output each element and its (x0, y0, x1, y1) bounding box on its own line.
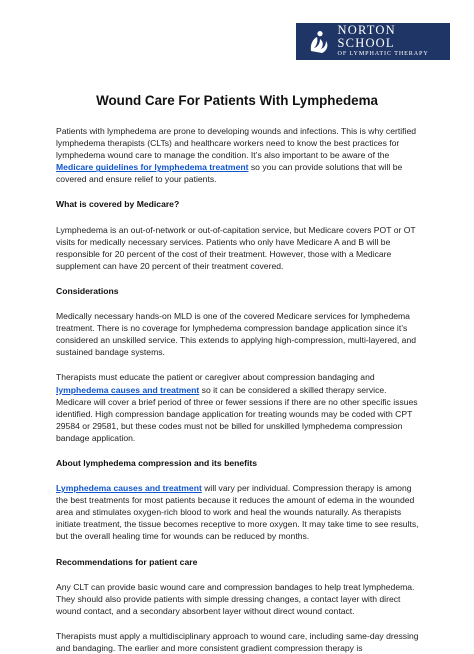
considerations-paragraph-2 (56, 371, 422, 444)
compression-text-after: will vary per individual. Compression therapy is among the best treatments for most patients because it reduces the amount of edema in the wounded area and stimulates oxygen-rich blood to work and heal the wounds naturally. As therapists initiate treatment, the tissue becomes receptive to more oxygen. It may take time to see results, but the overall healing time for wounds can be reduced by months. (56, 483, 419, 542)
recommendations-paragraph-2: Therapists must apply a multidisciplinary approach to wound care, including same-day dressing and bandaging. The earlier and more consistent gradient compression therapy is (56, 630, 419, 653)
lymphedema-causes-link-1[interactable]: lymphedema causes and treatment (56, 384, 200, 395)
intro-text-after: so you can provide solutions that will be covered and ensure relief to your patients. (56, 162, 403, 185)
norton-school-logo-icon (308, 30, 331, 54)
medicare-paragraph: Lymphedema is an out-of-network or out-of-capitation service, but Medicare covers POT or OT visits for medically necessary services. Patients who only have Medicare A and B will be responsible for 20 percent of the cost of their treatment. However, those with a Medicare supplement can have 20 percent of their treatment covered. (56, 224, 416, 271)
intro-text-before: Patients with lymphedema are prone to developing wounds and infections. This is why certified lymphedema therapists (CLTs) and healthcare workers need to know the best practices for lymphedema wound care to manage the condition. It’s also important to be aware of the (56, 126, 417, 161)
logo-name: NORTON SCHOOL (337, 23, 396, 50)
section-heading-recommendations: Recommendations for patient care (56, 556, 198, 567)
medicare-guidelines-link[interactable]: Medicare guidelines for lymphedema treatment (56, 162, 249, 173)
section-heading-considerations: Considerations (56, 285, 119, 296)
logo-subtitle: OF LYMPHATIC THERAPY (337, 51, 429, 57)
recommendations-paragraph-1: Any CLT can provide basic wound care and compression bandages to help treat lymphedema. They should also provide patients with simple dressing changes, a contact layer with direct wound contact, and a secondary absorbent layer without direct wound contact. (56, 581, 415, 616)
lymphedema-causes-link-2[interactable]: Lymphedema causes and treatment (56, 483, 202, 494)
intro-paragraph (56, 125, 422, 185)
page-title: Wound Care For Patients With Lymphedema (96, 93, 378, 108)
article-body (56, 125, 422, 654)
compression-paragraph (56, 482, 422, 542)
section-heading-compression: About lymphedema compression and its benefits (56, 457, 258, 468)
considerations-text-before: Therapists must educate the patient or caregiver about compression bandaging and (56, 372, 375, 383)
norton-school-logo (296, 23, 450, 60)
considerations-paragraph-1: Medically necessary hands-on MLD is one of the covered Medicare services for lymphedema treatment. There is no coverage for lymphedema compression bandage application since it’s considered an unskilled service. This extends to applying high-compression, multi-layered, and sustained bandage systems. (56, 311, 417, 358)
section-heading-medicare: What is covered by Medicare? (56, 199, 180, 210)
considerations-text-after: so it can be considered a skilled therapy service. Medicare will cover a brief period of three or fewer sessions if there are no other specific issues identified. High compression bandage application for treating wounds may be coded with CPT 29584 or 29581, but these codes must not be billed for unskilled lymphedema compression bandage application. (56, 384, 418, 443)
